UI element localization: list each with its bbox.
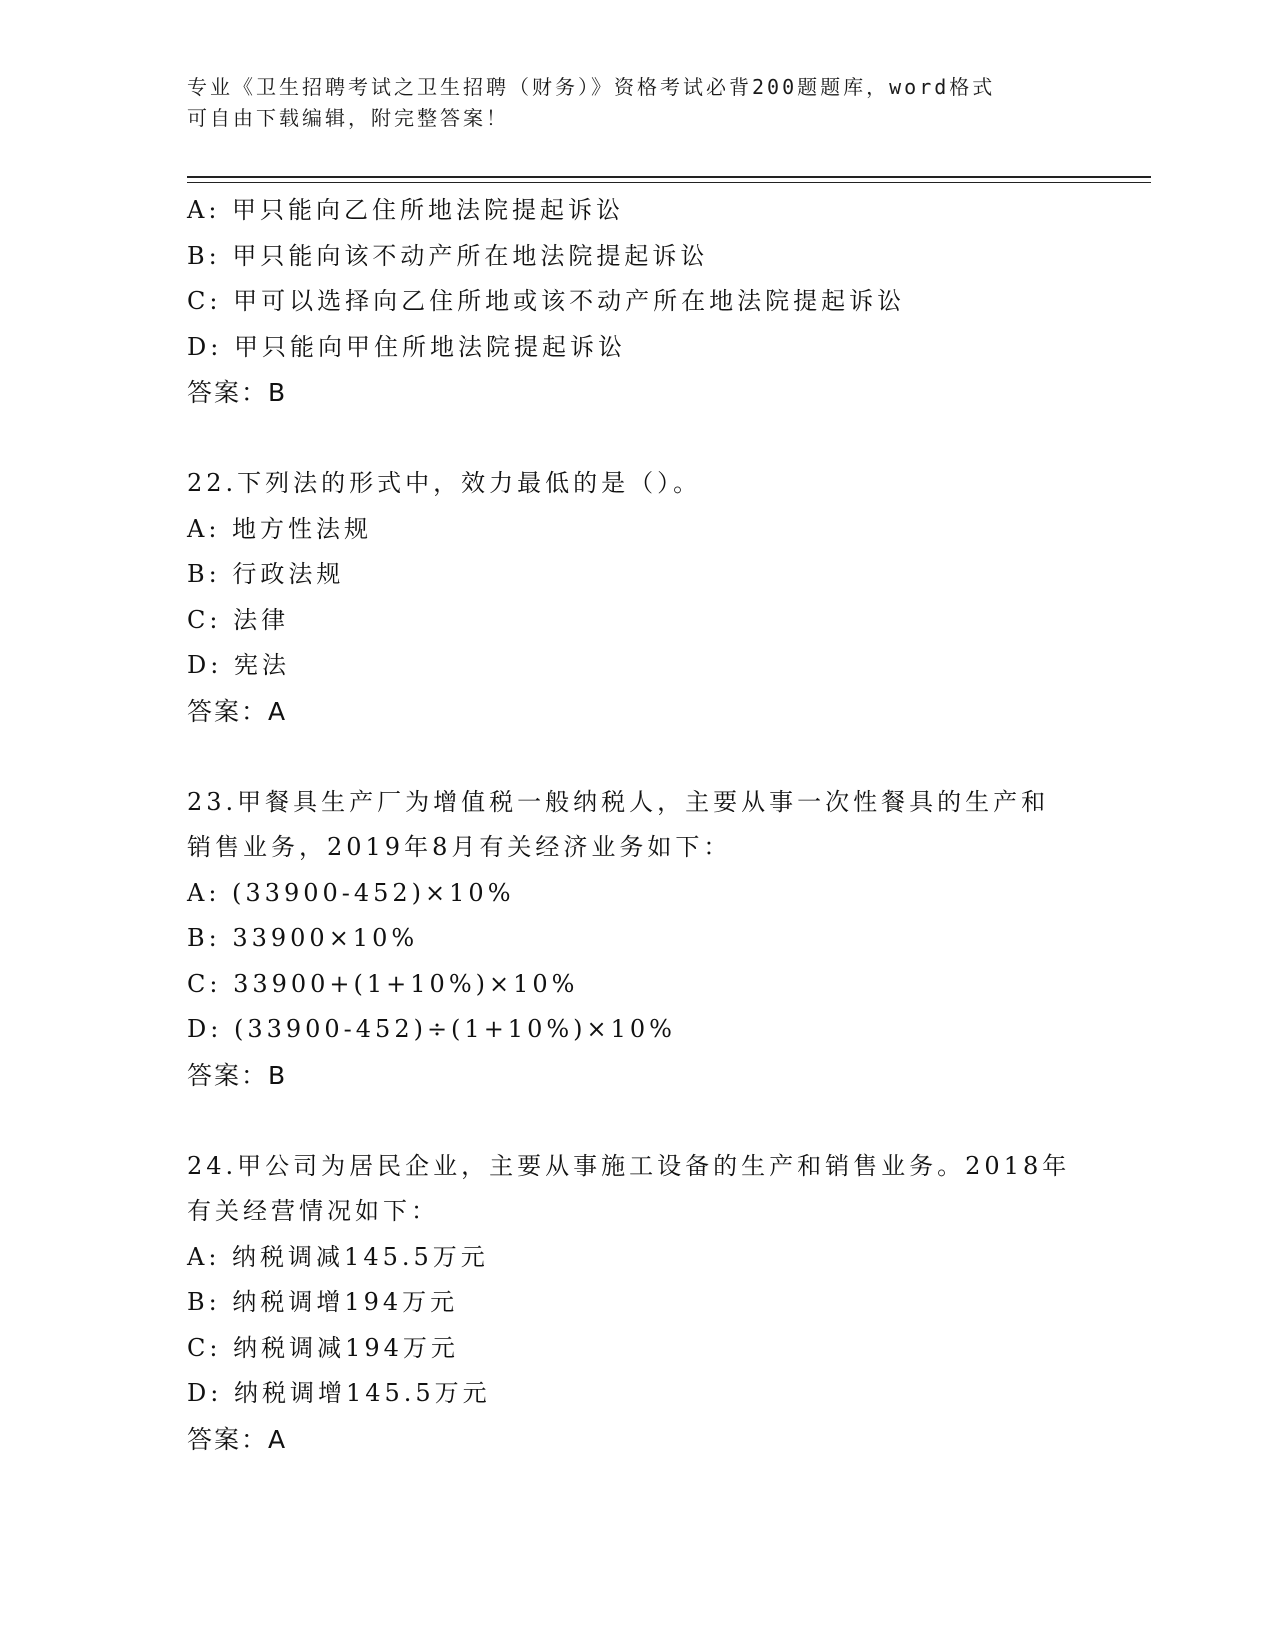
option-d: D: (33900-452)÷(1+10%)×10%: [187, 1015, 676, 1043]
option-c: C: 纳税调减194万元: [187, 1333, 459, 1362]
question-spacer: [187, 734, 1087, 780]
document-header: [187, 72, 1087, 134]
question-stem: 22.下列法的形式中，效力最低的是（）。: [187, 469, 702, 497]
question-stem-continued: 有关经营情况如下：: [187, 1197, 439, 1225]
question-list: [187, 188, 1087, 1462]
question-block: [187, 1144, 1087, 1463]
option-b: B: 行政法规: [187, 560, 345, 588]
answer-line: 答案：B: [187, 378, 288, 407]
option-c: C: 法律: [187, 605, 290, 634]
option-a: A: 纳税调减145.5万元: [187, 1242, 489, 1271]
answer-line: 答案：A: [187, 696, 288, 726]
question-block: [187, 780, 1087, 1099]
option-c: C: 甲可以选择向乙住所地或该不动产所在地法院提起诉讼: [187, 287, 906, 315]
option-a: A: 地方性法规: [187, 514, 373, 543]
option-d: D: 纳税调增145.5万元: [187, 1379, 491, 1407]
option-b: B: 33900×10%: [187, 924, 419, 952]
question-block: [187, 461, 1087, 734]
header-divider-thin: [187, 182, 1151, 183]
answer-line: 答案：A: [187, 1424, 288, 1454]
header-divider-thick: [187, 176, 1151, 178]
header-line-2: 可自由下载编辑，附完整答案！: [187, 106, 509, 130]
answer-line: 答案：B: [187, 1060, 288, 1090]
option-a: A: (33900-452)×10%: [187, 878, 515, 907]
option-b: B: 纳税调增194万元: [187, 1288, 459, 1316]
option-b: B: 甲只能向该不动产所在地法院提起诉讼: [187, 241, 709, 270]
question-stem: 24.甲公司为居民企业，主要从事施工设备的生产和销售业务。2018年: [187, 1151, 1071, 1180]
header-line-1: 专业《卫生招聘考试之卫生招聘（财务）》资格考试必背200题题库，word格式: [187, 75, 996, 99]
question-block: [187, 188, 1087, 416]
question-stem: 23.甲餐具生产厂为增值税一般纳税人，主要从事一次性餐具的生产和: [187, 787, 1050, 816]
option-a: A: 甲只能向乙住所地法院提起诉讼: [187, 196, 625, 224]
question-spacer: [187, 416, 1087, 462]
option-d: D: 甲只能向甲住所地法院提起诉讼: [187, 332, 626, 361]
question-spacer: [187, 1098, 1087, 1144]
option-d: D: 宪法: [187, 651, 290, 679]
option-c: C: 33900+(1+10%)×10%: [187, 969, 579, 998]
question-stem-continued: 销售业务，2019年8月有关经济业务如下：: [187, 833, 732, 861]
